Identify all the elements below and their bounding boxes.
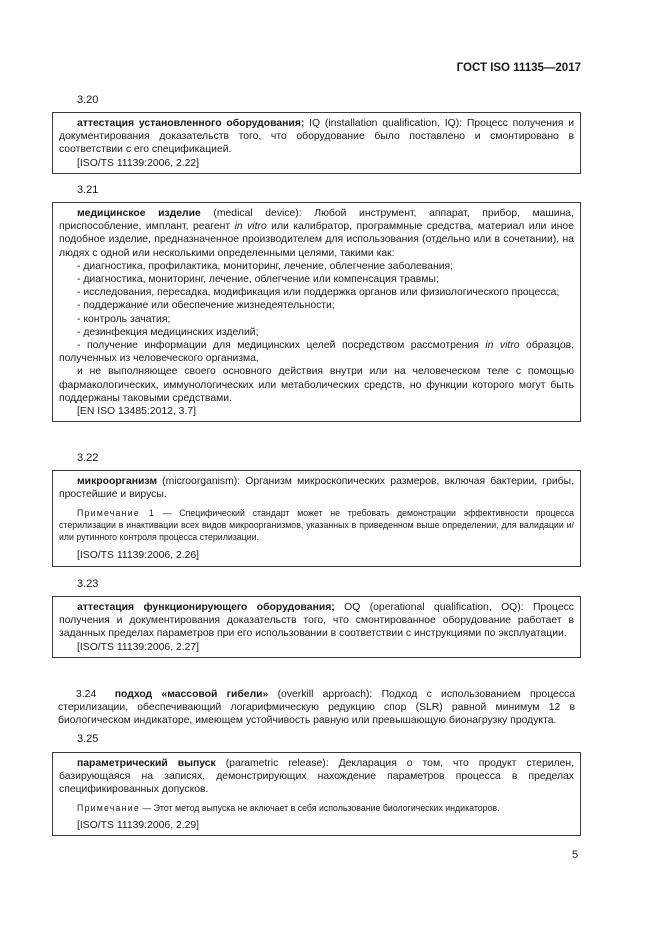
note-label: Примечание 1 xyxy=(77,508,155,519)
list-item: - контроль зачатия; xyxy=(77,313,171,325)
term-3-22: микроорганизм xyxy=(77,476,158,487)
term-box-3-23 xyxy=(52,596,581,658)
entry-number-3-23: 3.23 xyxy=(77,578,99,590)
note-3-25: Примечание — Этот метод выпуска не включает в себя использование биологических индикаторов. xyxy=(77,802,500,813)
term-box-3-21 xyxy=(52,202,581,422)
note-3-22: Примечание 1 — Специфический стандарт может не требовать демонстрации эффективности процесса стерилизации в инактивации всех видов микроорганизмов, указанных в приведенном выше определении, для валидации и/или рутинного контроля процесса стерилизации. xyxy=(59,508,574,543)
reference-3-21: [EN ISO 13485:2012, 3.7] xyxy=(77,406,196,418)
term-box-3-25 xyxy=(52,752,581,836)
term-3-25: параметрический выпуск xyxy=(77,758,216,769)
list-item: - дезинфекция медицинских изделий; xyxy=(77,326,259,338)
page-number: 5 xyxy=(572,849,579,861)
entry-3-24 xyxy=(52,688,581,728)
definition-3-20: аттестация установленного оборудования; IQ (installation qualification, IQ): Процесс получения и документирования доказательств того, что оборудование было поставлено и смонтировано в соответствии с его спецификацией. xyxy=(59,118,574,156)
reference-3-20: [ISO/TS 11139:2006, 2.22] xyxy=(77,157,200,169)
definition-3-23: аттестация функционирующего оборудования; OQ (operational qualification, OQ): Процесс получения и документирования доказательств того, что смонтированное оборудование работает в заданных пределах параметров при его использовании в соответствии с инструкциями по эксплуатации. xyxy=(59,602,574,640)
term-3-20: аттестация установленного оборудования; xyxy=(77,118,305,129)
definition-3-25: параметрический выпуск (parametric release): Декларация о том, что продукт стерилен, базирующаяся на записях, демонстрирующих нахождение параметров процесса в пределах спецификированных допусков. xyxy=(59,758,574,796)
list-item: - исследования, пересадка, модификация или поддержка органов или физиологического процесса; xyxy=(77,287,560,299)
reference-3-23: [ISO/TS 11139:2006, 2.27] xyxy=(77,641,200,653)
definition-3-22: микроорганизм (microorganism): Организм микроскопических размеров, включая бактерии, грибы, простейшие и вирусы. xyxy=(59,476,574,501)
term-3-24: подход «массовой гибели» xyxy=(114,689,269,700)
entry-number-3-22: 3.22 xyxy=(77,452,99,464)
term-box-3-22 xyxy=(52,470,581,567)
closing-paragraph-3-21: и не выполняющее своего основного действия внутри или на человеческом теле с помощью фармакологических, иммунологических или метаболических средств, но функции которого могут быть поддержаны таковыми средствами. xyxy=(59,366,574,404)
list-item: - диагностика, мониторинг, лечение, облегчение или компенсация травмы; xyxy=(77,274,439,286)
reference-3-25: [ISO/TS 11139:2006, 2.29] xyxy=(77,819,200,831)
term-box-3-20 xyxy=(52,112,581,174)
list-item: - поддержание или обеспечение жизнедеятельности; xyxy=(77,300,335,312)
entry-number-3-25: 3.25 xyxy=(77,733,99,745)
note-label: Примечание xyxy=(77,802,140,813)
document-header: ГОСТ ISO 11135—2017 xyxy=(456,62,581,74)
term-3-21: медицинское изделие xyxy=(77,208,201,219)
list-item: - диагностика, профилактика, мониторинг, лечение, облегчение заболевания; xyxy=(77,260,454,272)
list-item: - получение информации для медицинских целей посредством рассмотрения in vitro образцов, полученных из человеческого организма, xyxy=(59,340,575,365)
entry-number-3-21: 3.21 xyxy=(77,184,99,196)
definition-3-21: медицинское изделие (medical device): Любой инструмент, аппарат, прибор, машина, приспособление, имплант, реагент in vitro или калибратор, программные средства, материал или иное подобное изделие, предназначенное производителем для использования (отдельно или в сочетании), на людях с одной или несколькими определенными целями, такими как: xyxy=(59,208,574,259)
entry-number-3-20: 3.20 xyxy=(77,94,99,106)
term-3-23: аттестация функционирующего оборудования; xyxy=(77,602,335,613)
reference-3-22: [ISO/TS 11139:2006, 2.26] xyxy=(77,550,200,562)
definition-3-24: 3.24 подход «массовой гибели» (overkill approach): Подход с использованием процесса стерилизации, обеспечивающий логарифмическую редукцию спор (SLR) равной минимум 12 в биологическом индикаторе, имеющем устойчивость равную или превышающую бионагрузку продукта. xyxy=(58,689,575,727)
entry-number-3-24: 3.24 xyxy=(76,689,97,700)
